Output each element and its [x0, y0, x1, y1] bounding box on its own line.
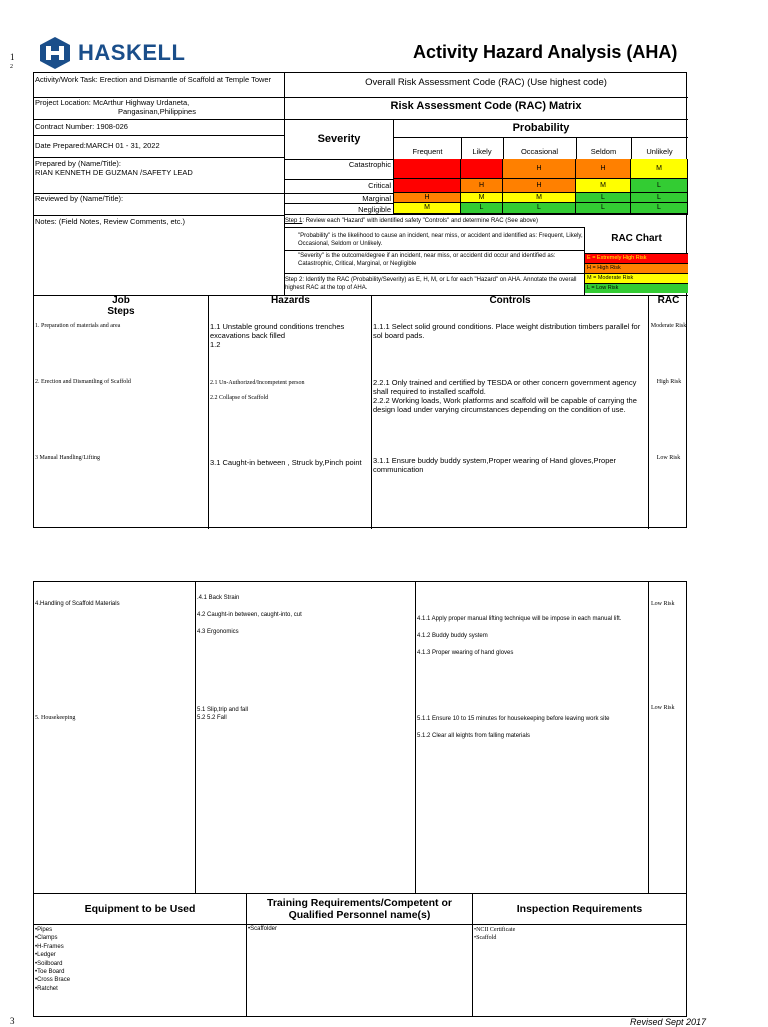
- rac-header: RAC: [657, 295, 680, 306]
- rac-cell-critical-occasional: H: [503, 179, 576, 193]
- divider: [576, 137, 577, 159]
- divider: [284, 273, 584, 274]
- divider: [195, 582, 196, 893]
- hazard-3: 3.1 Caught-in between , Struck by,Pinch point: [210, 458, 362, 467]
- page-number-1: 1: [10, 52, 15, 62]
- prob-col-likely: Likely: [472, 147, 492, 156]
- job-step-4: 4.Handling of Scaffold Materials: [35, 601, 120, 607]
- rac-cell-marginal-seldom: L: [576, 193, 631, 203]
- probability-label: Probability: [512, 122, 570, 134]
- rac-chart-item: E = Extremely High Risk: [585, 253, 688, 263]
- divider: [648, 582, 649, 893]
- steps-header: Steps: [107, 306, 135, 317]
- job-header: Job: [112, 295, 130, 306]
- probability-definition: "Probability" is the likelihood to cause an incident, near miss, or accident and identified as: Frequent, Likely, Occasional, Seldom or Unlikely.: [298, 233, 583, 247]
- rac-cell-negligible-likely: L: [461, 203, 503, 214]
- prepared-by-name: RIAN KENNETH DE GUZMAN /SAFETY LEAD: [35, 168, 193, 177]
- rac-cell-critical-frequent: E: [394, 179, 461, 193]
- severity-marginal: Marginal: [362, 194, 391, 203]
- divider: [461, 137, 462, 159]
- project-location-2: Pangasinan,Philippines: [118, 107, 196, 116]
- inspection-list: •NCII Certificate •Scaffold: [474, 927, 516, 941]
- prob-col-seldom: Seldom: [590, 147, 617, 156]
- rac-chart-item: M = Moderate Risk: [585, 273, 688, 283]
- hazard-4: .4.1 Back Strain 4.2 Caught-in between, caught-into, cut 4.3 Ergonomics: [197, 595, 302, 635]
- job-step-1: 1. Preparation of materials and area: [35, 323, 121, 329]
- page-number-2: 2: [10, 64, 13, 70]
- rac-chart-title: RAC Chart: [611, 233, 662, 244]
- revision-footer: Revised Sept 2017: [630, 1017, 707, 1027]
- rac-cell-marginal-unlikely: L: [631, 193, 688, 203]
- requirements-table: [33, 893, 687, 1017]
- rac-4: Low Risk: [651, 601, 675, 607]
- rac-matrix-title: Risk Assessment Code (RAC) Matrix: [390, 100, 582, 112]
- divider: [631, 137, 632, 159]
- job-step-5: 5. Housekeeping: [35, 715, 76, 721]
- job-step-3: 3 Manual Handling/Lifting: [35, 455, 100, 461]
- divider: [34, 924, 686, 925]
- prob-col-unlikely: Unlikely: [646, 147, 673, 156]
- severity-definition: "Severity" is the outcome/degree if an incident, near miss, or accident did occur and identified as: Catastrophic, Critical, Marginal, or Negligible: [298, 253, 556, 267]
- hazard-1: 1.1 Unstable ground conditions trenches excavations back filled 1.2: [210, 322, 345, 349]
- divider: [284, 193, 394, 194]
- rac-chart-item: H = High Risk: [585, 263, 688, 273]
- divider: [415, 582, 416, 893]
- rac-1: Moderate Risk: [650, 323, 687, 329]
- rac-2: High Risk: [656, 379, 682, 385]
- reviewed-by: Reviewed by (Name/Title):: [35, 194, 124, 203]
- controls-header: Controls: [489, 295, 531, 306]
- divider: [284, 214, 688, 215]
- rac-cell-negligible-seldom: L: [576, 203, 631, 214]
- overall-rac: Overall Risk Assessment Code (RAC) (Use highest code): [365, 77, 607, 88]
- divider: [284, 179, 394, 180]
- rac-cell-negligible-occasional: L: [503, 203, 576, 214]
- divider: [284, 227, 584, 228]
- rac-cell-critical-unlikely: L: [631, 179, 688, 193]
- rac-cell-negligible-frequent: M: [394, 203, 461, 214]
- inspection-title: Inspection Requirements: [516, 903, 643, 915]
- document-title: Activity Hazard Analysis (AHA): [413, 42, 678, 62]
- divider: [34, 157, 284, 158]
- divider: [284, 97, 688, 98]
- rac-cell-catastrophic-unlikely: M: [631, 159, 688, 179]
- rac-cell-catastrophic-occasional: H: [503, 159, 576, 179]
- divider: [393, 137, 688, 138]
- page-number-3: 3: [10, 1016, 15, 1026]
- rac-matrix-grid: [394, 159, 688, 214]
- divider: [34, 119, 284, 120]
- rac-cell-marginal-likely: M: [461, 193, 503, 203]
- job-step-2: 2. Erection and Dismantling of Scaffold: [35, 379, 131, 385]
- hazard-5: 5.1 Slip,trip and fall 5.2 5.2 Fall: [197, 707, 249, 721]
- hazard-2: 2.1 Un-Authorized/Incompetent person 2.2 Collapse of Scaffold: [210, 380, 305, 401]
- step1-text: Step 1: Review each "Hazard" with identified safety "Controls" and determine RAC (See above): [285, 218, 538, 224]
- rac-cell-catastrophic-likely: E: [461, 159, 503, 179]
- control-2: 2.2.1 Only trained and certified by TESDA or other concern government agency shall required to installed scaffold. 2.2.2 Working loads, Work platforms and scaffold will be capable of carrying the design load under varying circumstances depending on the condition of use.: [373, 378, 637, 414]
- divider: [34, 135, 284, 136]
- rac-cell-catastrophic-seldom: H: [576, 159, 631, 179]
- divider: [34, 215, 284, 216]
- aha-page2-table: [33, 581, 687, 894]
- severity-catastrophic: Catastrophic: [348, 160, 391, 169]
- equipment-title: Equipment to be Used: [84, 903, 196, 915]
- contract-number: Contract Number: 1908-026: [35, 122, 128, 131]
- rac-chart-item: L = Low Risk: [585, 283, 688, 293]
- rac-cell-marginal-frequent: H: [394, 193, 461, 203]
- rac-cell-critical-seldom: M: [576, 179, 631, 193]
- rac-3: Low Risk: [656, 455, 681, 461]
- divider: [284, 250, 584, 251]
- training-title: Training Requirements/Competent or Qualified Personnel name(s): [267, 897, 452, 921]
- rac-cell-critical-likely: H: [461, 179, 503, 193]
- control-5: 5.1.1 Ensure 10 to 15 minutes for housekeeping before leaving work site 5.1.2 Clear all leights from falling materials: [417, 716, 610, 739]
- aha-page1-table: [33, 72, 687, 528]
- date-prepared: Date Prepared:MARCH 01 - 31, 2022: [35, 141, 160, 150]
- control-3: 3.1.1 Ensure buddy buddy system,Proper wearing of Hand gloves,Proper communication: [373, 456, 617, 474]
- hazards-header: Hazards: [271, 295, 310, 306]
- project-location-1: Project Location: McArthur Highway Urdaneta,: [35, 98, 190, 107]
- divider: [371, 295, 372, 529]
- divider: [503, 137, 504, 159]
- prepared-by-label: Prepared by (Name/Title):: [35, 159, 122, 168]
- step1-body: : Review each "Hazard" with identified safety "Controls" and determine RAC (See above): [302, 218, 538, 224]
- prob-col-frequent: Frequent: [412, 147, 443, 156]
- notes: Notes: (Field Notes, Review Comments, etc.): [35, 217, 186, 226]
- divider: [284, 119, 688, 120]
- activity-task: Activity/Work Task: Erection and Dismantle of Scaffold at Temple Tower: [35, 75, 272, 84]
- rac-cell-negligible-unlikely: L: [631, 203, 688, 214]
- rac-cell-marginal-occasional: M: [503, 193, 576, 203]
- rac-cell-catastrophic-frequent: E: [394, 159, 461, 179]
- prob-col-occasional: Occasional: [520, 147, 559, 156]
- haskell-logo-icon: [37, 36, 73, 70]
- rac-chart-legend: [585, 253, 688, 295]
- rac-5: Low Risk: [651, 705, 675, 711]
- training-list: •Scaffolder: [248, 926, 278, 932]
- divider: [208, 295, 209, 529]
- equipment-list: •Pipes •Clamps •H-Frames •Ledger •Soilboard •Toe Board •Cross Brace •Ratchet: [35, 927, 71, 992]
- severity-negligible: Negligible: [358, 205, 391, 214]
- severity-label: Severity: [317, 133, 361, 145]
- logo-text: HASKELL: [78, 40, 186, 65]
- divider: [284, 203, 394, 204]
- step2-text: Step 2: Identify the RAC (Probability/Severity) as E, H, M, or L for each "Hazard" on AHA. Annotate the overall highest RAC at the top of AHA.: [285, 277, 577, 291]
- control-4: 4.1.1 Apply proper manual lifting technique will be impose in each manual lift. 4.1.2 Buddy buddy system 4.1.3 Proper wearing of hand gloves: [417, 616, 622, 656]
- control-1: 1.1.1 Select solid ground conditions. Place weight distribution timbers parallel for sol board pads.: [373, 322, 641, 340]
- severity-critical: Critical: [368, 181, 391, 190]
